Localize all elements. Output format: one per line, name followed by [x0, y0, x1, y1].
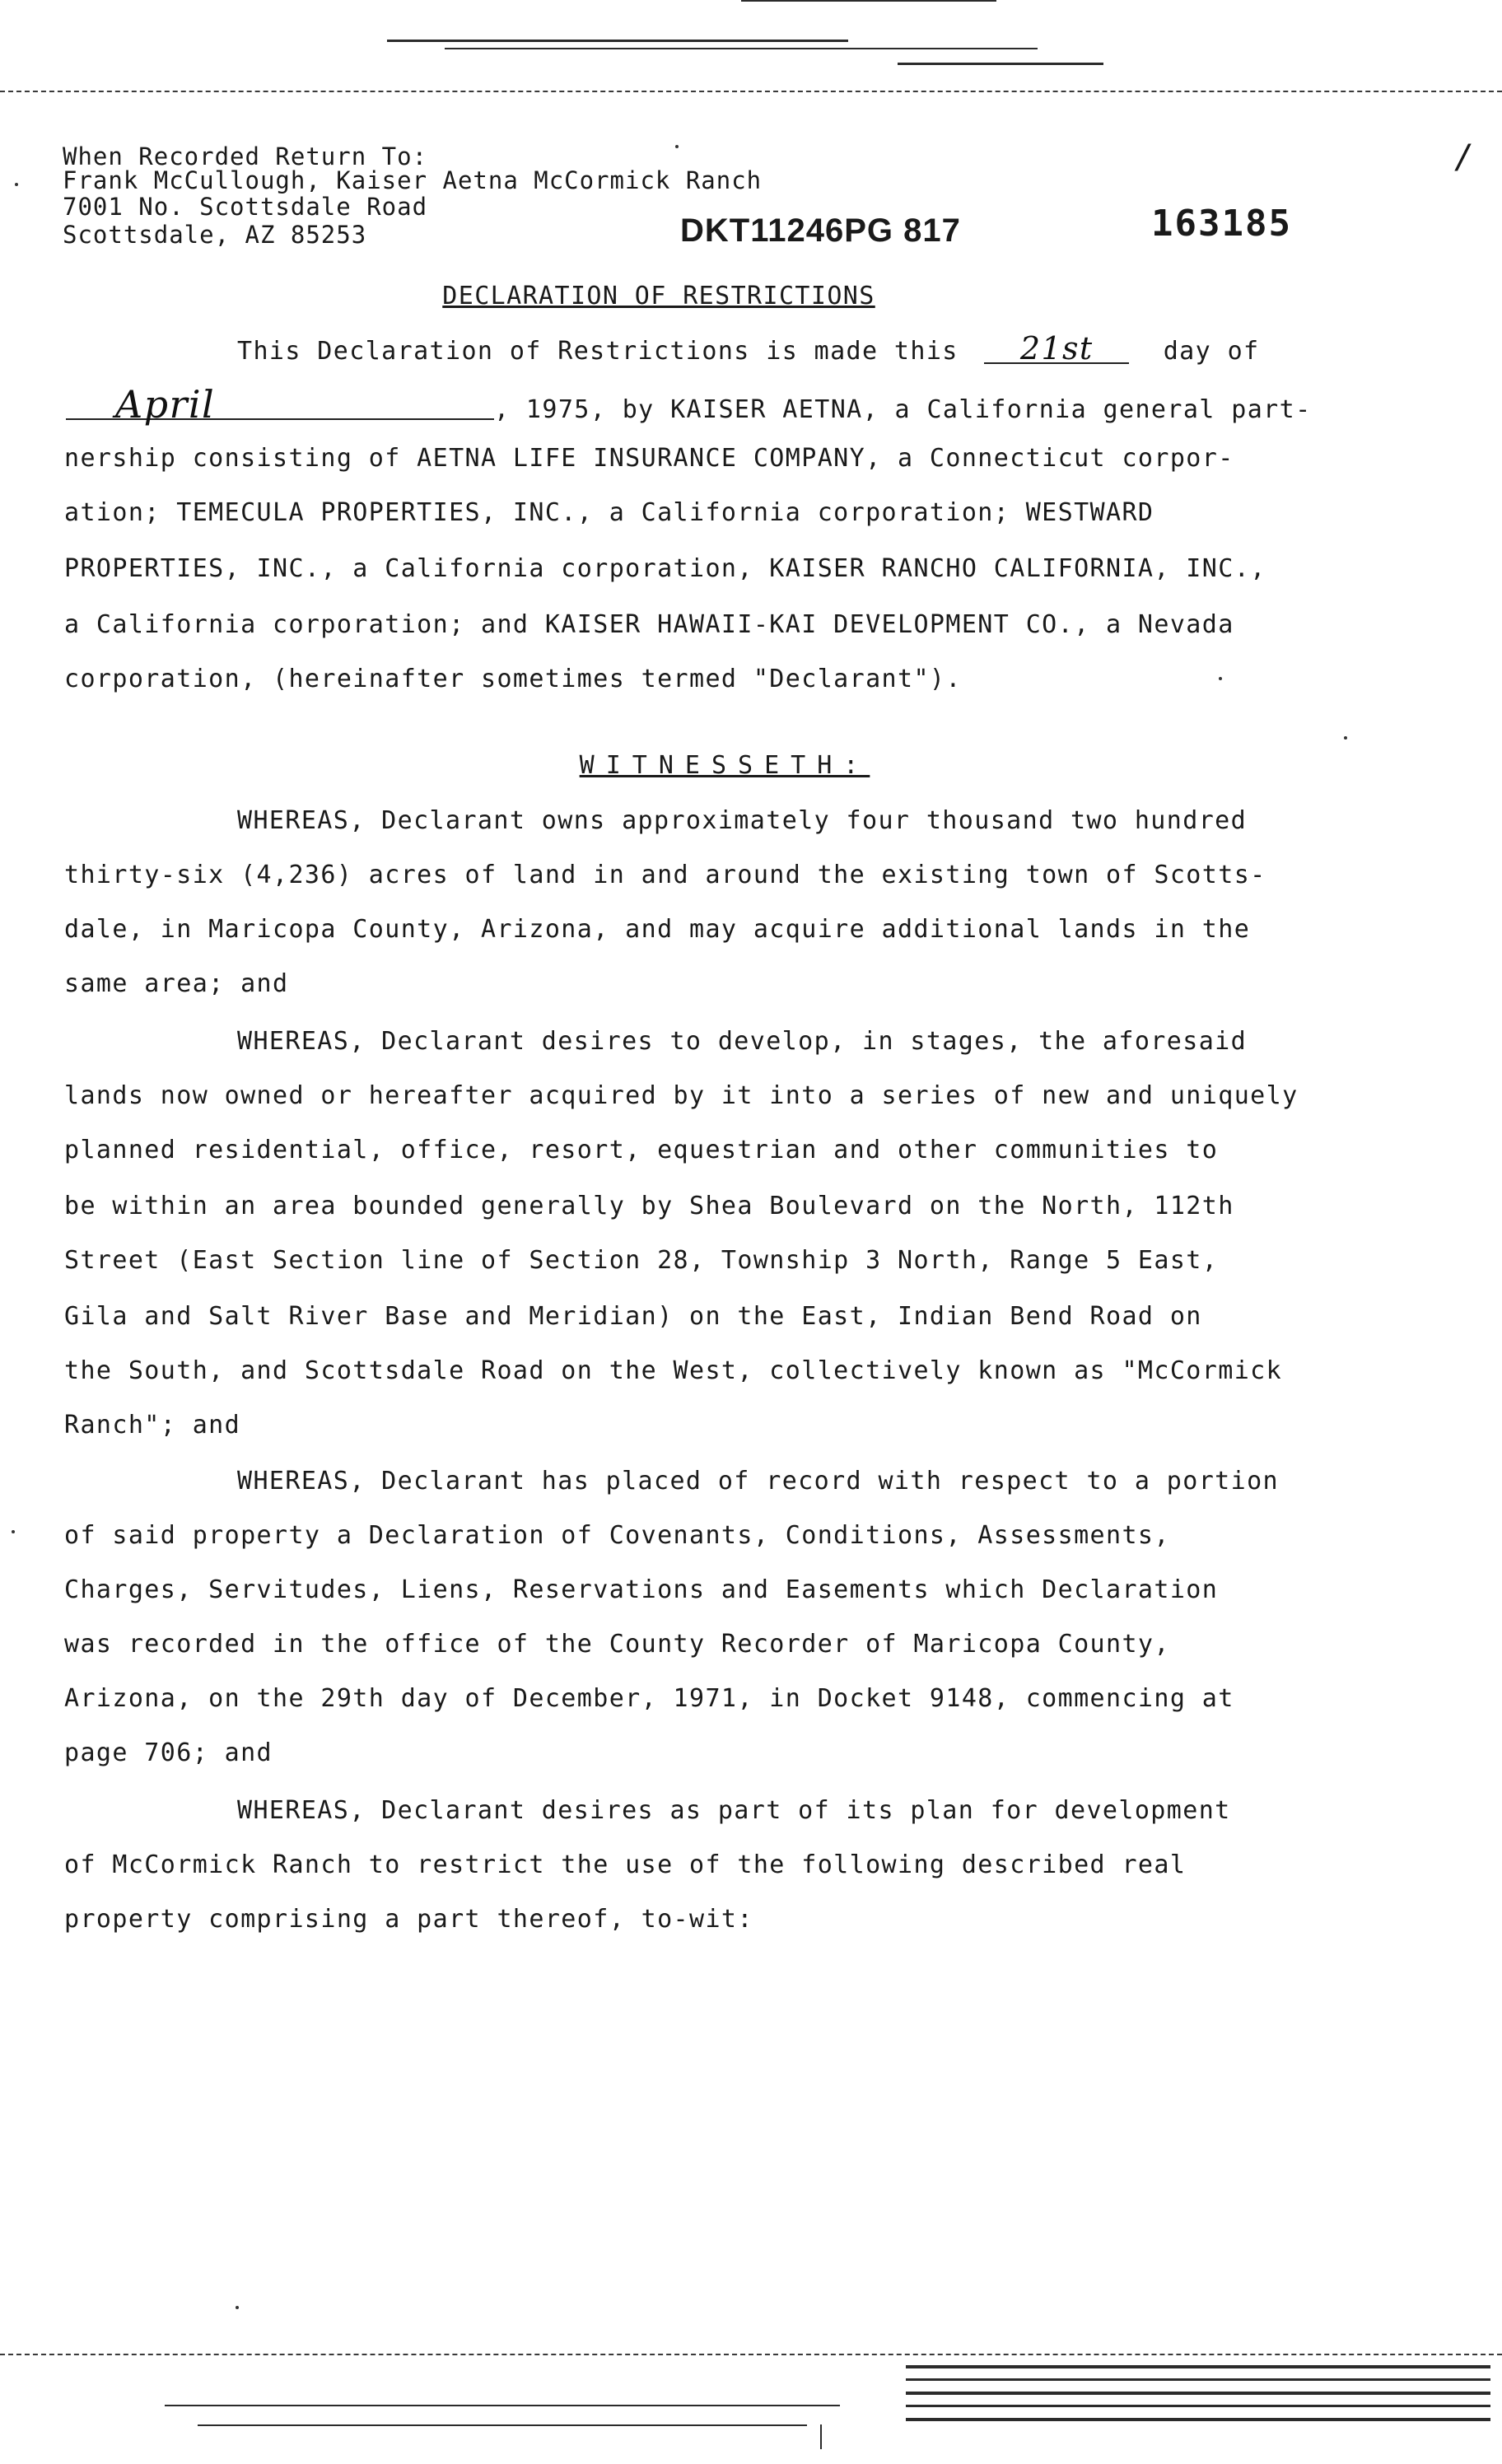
corner-mark: /: [1454, 138, 1475, 176]
scan-artifact-top-dash: [0, 91, 1502, 92]
docket-stamp: DKT11246PG 817: [680, 212, 961, 249]
scan-speck: [1219, 677, 1222, 680]
preamble-line-1: [0, 330, 1260, 366]
para1-line-3: dale, in Maricopa County, Arizona, and may acquire additional lands in the: [64, 915, 1251, 944]
return-line-2: Frank McCullough, Kaiser Aetna McCormick Ranch: [63, 166, 763, 194]
scan-artifact-bottom-7: [198, 2424, 807, 2426]
scan-artifact-top-3: [445, 48, 1038, 49]
return-line-3: 7001 No. Scottsdale Road: [63, 193, 428, 221]
return-line-4: Scottsdale, AZ 85253: [63, 221, 367, 249]
preamble-line-7: corporation, (hereinafter sometimes termed "Declarant").: [64, 665, 962, 693]
scan-artifact-bottom-3: [906, 2392, 1490, 2395]
para2-line-2: lands now owned or hereafter acquired by it into a series of new and uniquely: [64, 1081, 1299, 1110]
document-number: 163185: [1151, 203, 1292, 245]
preamble-line-2: [0, 382, 1312, 427]
para1-line-4: same area; and: [64, 969, 289, 998]
preamble-line-4: ation; TEMECULA PROPERTIES, INC., a California corporation; WESTWARD: [64, 498, 1154, 527]
para4-line-1: WHEREAS, Declarant desires as part of its plan for development: [237, 1796, 1231, 1825]
para2-line-6: Gila and Salt River Base and Meridian) on the East, Indian Bend Road on: [64, 1302, 1202, 1331]
para3-line-3: Charges, Servitudes, Liens, Reservations and Easements which Declaration: [64, 1575, 1219, 1604]
scan-speck: [675, 145, 679, 148]
para2-line-5: Street (East Section line of Section 28, Township 3 North, Range 5 East,: [64, 1246, 1219, 1275]
scan-artifact-bottom-1: [906, 2365, 1490, 2368]
scan-speck: [236, 2306, 239, 2309]
scan-artifact-top-4: [898, 63, 1103, 65]
preamble-line-2-text: , 1975, by KAISER AETNA, a California general part-: [494, 395, 1312, 424]
handwritten-day: 21st: [984, 334, 1129, 364]
witnesseth-heading: WITNESSETH:: [579, 751, 870, 780]
preamble-intro: This Declaration of Restrictions is made this: [237, 337, 959, 366]
para4-line-2: of McCormick Ranch to restrict the use of the following described real: [64, 1850, 1187, 1879]
document-title: DECLARATION OF RESTRICTIONS: [442, 282, 875, 310]
preamble-day-of: day of: [1163, 337, 1260, 366]
handwritten-month: April: [66, 390, 494, 420]
scan-speck: [15, 183, 18, 186]
preamble-line-5: PROPERTIES, INC., a California corporation, KAISER RANCHO CALIFORNIA, INC.,: [64, 554, 1266, 583]
para2-line-3: planned residential, office, resort, equestrian and other communities to: [64, 1136, 1219, 1164]
return-line-1: When Recorded Return To:: [63, 142, 428, 170]
para2-line-7: the South, and Scottsdale Road on the West, collectively known as "McCormick: [64, 1356, 1283, 1385]
scan-artifact-bottom-4: [906, 2405, 1490, 2407]
para4-line-3: property comprising a part thereof, to-wit:: [64, 1905, 753, 1934]
scan-artifact-bottom-2: [906, 2378, 1490, 2381]
preamble-line-6: a California corporation; and KAISER HAWAII-KAI DEVELOPMENT CO., a Nevada: [64, 610, 1234, 639]
para3-line-4: was recorded in the office of the County Recorder of Maricopa County,: [64, 1630, 1170, 1659]
scan-artifact-bottom-5: [906, 2418, 1490, 2421]
para1-line-1: WHEREAS, Declarant owns approximately four thousand two hundred: [237, 806, 1248, 835]
scan-speck: [1344, 736, 1347, 740]
scan-artifact-bottom-6: [165, 2405, 840, 2406]
scan-speck: [12, 1530, 15, 1533]
preamble-line-3: nership consisting of AETNA LIFE INSURANCE COMPANY, a Connecticut corpor-: [64, 444, 1234, 473]
para3-line-6: page 706; and: [64, 1738, 273, 1767]
para3-line-2: of said property a Declaration of Covenants, Conditions, Assessments,: [64, 1521, 1170, 1550]
para3-line-1: WHEREAS, Declarant has placed of record with respect to a portion: [237, 1467, 1279, 1496]
para2-line-1: WHEREAS, Declarant desires to develop, in stages, the aforesaid: [237, 1027, 1248, 1056]
scan-artifact-bottom-dash: [0, 2354, 1502, 2355]
scan-artifact-bottom-8: [820, 2424, 822, 2449]
scan-artifact-top-2: [387, 40, 848, 42]
para1-line-2: thirty-six (4,236) acres of land in and around the existing town of Scotts-: [64, 861, 1266, 889]
para2-line-4: be within an area bounded generally by Shea Boulevard on the North, 112th: [64, 1192, 1234, 1220]
scan-artifact-top-1: [741, 0, 996, 2]
para3-line-5: Arizona, on the 29th day of December, 1971, in Docket 9148, commencing at: [64, 1684, 1234, 1713]
para2-line-8: Ranch"; and: [64, 1411, 241, 1440]
